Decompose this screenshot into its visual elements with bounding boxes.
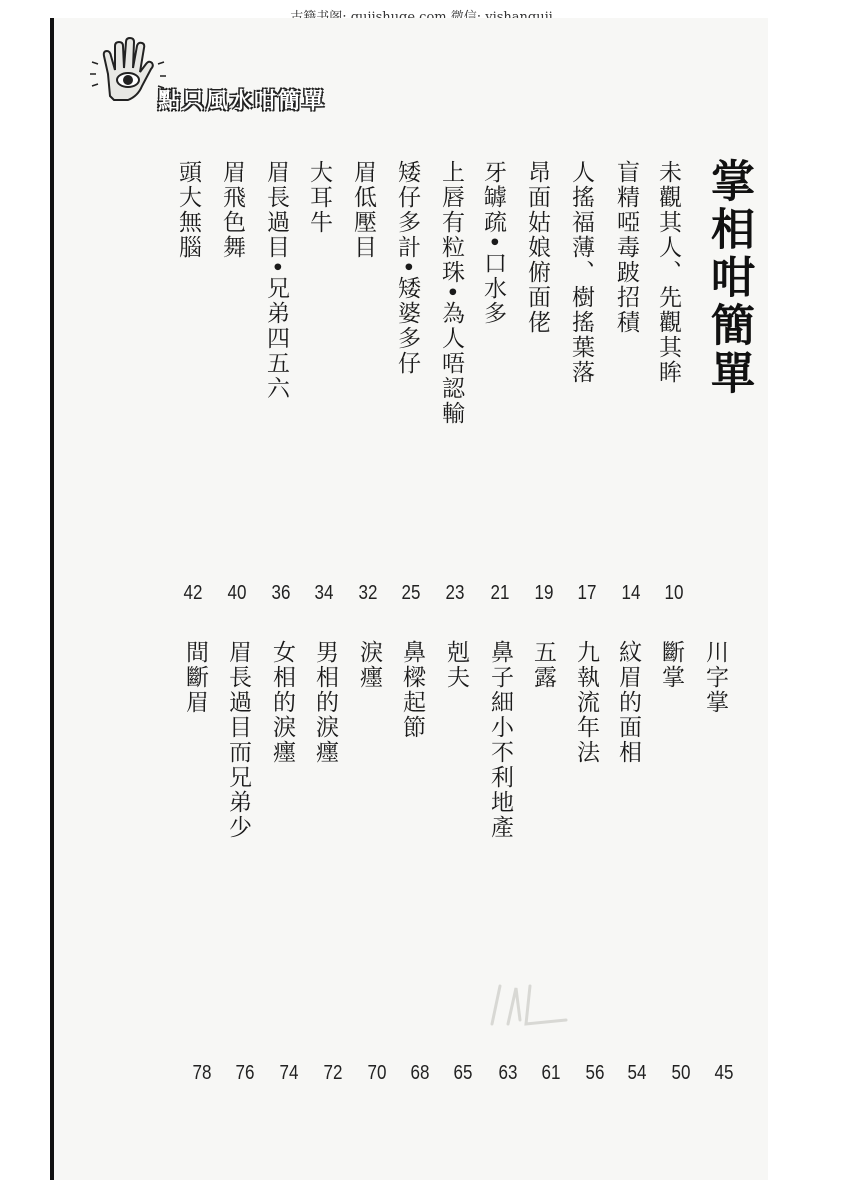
toc-page-number: 10: [664, 582, 684, 604]
toc-page-number: 17: [577, 582, 597, 604]
toc-entry-title[interactable]: 五露: [530, 640, 556, 690]
toc-entry-title[interactable]: 上唇有粒珠•為人唔認輸: [438, 160, 464, 426]
toc-entry-title[interactable]: 男相的淚癦: [312, 640, 338, 765]
toc-entry-title[interactable]: 紋眉的面相: [615, 640, 641, 765]
toc-page-number: 45: [714, 1062, 734, 1084]
toc-page-number: 72: [323, 1062, 343, 1084]
toc-entry-title[interactable]: 川字掌: [702, 640, 728, 715]
toc-page-number: 21: [490, 582, 510, 604]
toc-page-number: 61: [541, 1062, 561, 1084]
toc-page-number: 19: [534, 582, 554, 604]
toc-entry-title[interactable]: 眉飛色舞: [219, 160, 245, 260]
toc-page-number: 56: [585, 1062, 605, 1084]
toc-entry-title[interactable]: 鼻子細小不利地產: [487, 640, 513, 840]
toc-entry-title[interactable]: 盲精啞毒跛招積: [613, 160, 639, 335]
toc-entry-title[interactable]: 鼻樑起節: [399, 640, 425, 740]
toc-page-number: 40: [227, 582, 247, 604]
toc-page-number: 36: [271, 582, 291, 604]
toc-page-number: 70: [367, 1062, 387, 1084]
toc-entry-title[interactable]: 九執流年法: [573, 640, 599, 765]
page-spine-edge: [50, 18, 54, 1180]
toc-page-number: 23: [445, 582, 465, 604]
toc-page-number: 76: [235, 1062, 255, 1084]
toc-entry-title[interactable]: 未觀其人、先觀其眸: [655, 160, 681, 385]
toc-page-number: 34: [314, 582, 334, 604]
toc-page-number: 63: [498, 1062, 518, 1084]
bleed-through-mark: [486, 980, 576, 1030]
toc-page-number: 74: [279, 1062, 299, 1084]
toc-entry-title[interactable]: 淚癦: [356, 640, 382, 690]
toc-page-number: 50: [671, 1062, 691, 1084]
toc-entry-title[interactable]: 女相的淚癦: [269, 640, 295, 765]
toc-page-number: 68: [410, 1062, 430, 1084]
toc-page-number: 65: [453, 1062, 473, 1084]
toc-page-number: 54: [627, 1062, 647, 1084]
toc-entry-title[interactable]: 眉低壓目: [350, 160, 376, 260]
toc-entry-title[interactable]: 昂面姑娘俯面佬: [524, 160, 550, 335]
toc-page-number: 32: [358, 582, 378, 604]
toc-entry-title[interactable]: 剋夫: [443, 640, 469, 690]
series-title: 點只風水咁簡單: [158, 89, 327, 114]
toc-entry-title[interactable]: 眉長過目而兄弟少: [225, 640, 251, 840]
toc-entry-title[interactable]: 斷掌: [658, 640, 684, 690]
palm-eye-logo-icon: [88, 34, 168, 114]
toc-entry-title[interactable]: 人搖福薄、樹搖葉落: [568, 160, 594, 385]
toc-entry-title[interactable]: 矮仔多計•矮婆多仔: [394, 160, 420, 376]
toc-entry-title[interactable]: 間斷眉: [182, 640, 208, 715]
toc-entry-title[interactable]: 牙罅疏•口水多: [480, 160, 506, 326]
toc-page-number: 14: [621, 582, 641, 604]
toc-entry-title[interactable]: 頭大無腦: [175, 160, 201, 260]
toc-entry-title[interactable]: 大耳牛: [306, 160, 332, 235]
toc-entry-title[interactable]: 眉長過目•兄弟四五六: [263, 160, 289, 401]
toc-page-number: 25: [401, 582, 421, 604]
toc-page-number: 42: [183, 582, 203, 604]
toc-page-number: 78: [192, 1062, 212, 1084]
chapter-title: 掌相咁簡單: [703, 158, 754, 398]
